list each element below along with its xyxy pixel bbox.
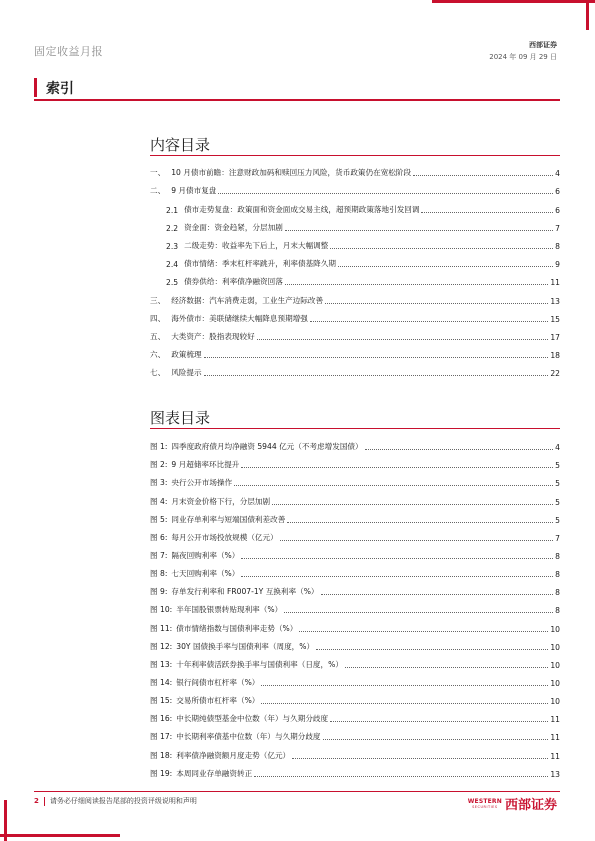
toc-item-number: 一、 <box>150 168 166 178</box>
dot-leader <box>287 522 553 523</box>
footer <box>34 796 197 806</box>
toc-item-text: 经济数据：汽车消费走弱，工业生产边际改善 <box>171 295 324 305</box>
header-brand: 西部证券 <box>529 41 557 49</box>
toc-item-number: 四、 <box>150 313 166 323</box>
dot-leader <box>257 339 549 340</box>
corner-decoration-top <box>432 0 595 3</box>
figure-item-text: 央行公开市场操作 <box>171 478 233 488</box>
figure-item-number: 图 3: <box>150 478 168 488</box>
toc-item-text: 10 月债市前瞻：注意财政加码和赎回压力风险，货币政策仍在宽松阶段 <box>171 168 412 178</box>
toc-item[interactable] <box>150 269 560 287</box>
figure-item[interactable] <box>150 488 560 506</box>
corner-decoration-right <box>586 0 589 30</box>
toc-item-text: 资金面：资金趋紧，分层加剧 <box>184 222 283 232</box>
dot-leader <box>330 248 553 249</box>
toc-item[interactable] <box>150 324 560 342</box>
figure-item[interactable] <box>150 742 560 760</box>
figure-item-page: 11 <box>550 751 560 761</box>
dot-leader <box>284 612 553 613</box>
figure-item-number: 图 5: <box>150 514 168 524</box>
toc-item-number: 六、 <box>150 350 166 360</box>
logo-english-sub: SECURITIES <box>472 805 498 809</box>
toc-item-text: 债市情绪：季末杠杆率跳升，利率债基降久期 <box>184 259 336 269</box>
figure-item-number: 图 11: <box>150 623 173 633</box>
logo-chinese: 西部证券 <box>504 798 557 813</box>
section-header <box>34 74 560 101</box>
report-type-label: 固定收益月报 <box>34 45 103 58</box>
logo-mark <box>468 798 502 809</box>
figure-item-page: 5 <box>555 479 560 489</box>
figure-item-text: 中长期纯债型基金中位数（年）与久期分歧度 <box>176 714 329 724</box>
dot-leader <box>285 284 549 285</box>
figure-item-text: 银行间债市杠杆率（%） <box>176 677 260 687</box>
figure-item-number: 图 15: <box>150 696 173 706</box>
figure-item-page: 8 <box>555 588 560 598</box>
figure-item[interactable] <box>150 615 560 633</box>
toc-item-number: 五、 <box>150 331 166 341</box>
dot-leader <box>285 230 553 231</box>
toc-item-page: 6 <box>555 187 560 197</box>
dot-leader <box>292 758 548 759</box>
figure-item[interactable] <box>150 470 560 488</box>
toc-item-text: 二级走势：收益率先下后上，月末大幅调整 <box>184 240 329 250</box>
dot-leader <box>204 357 549 358</box>
section-title: 索引 <box>46 81 74 97</box>
figure-item-number: 图 17: <box>150 732 173 742</box>
figure-item-text: 本周同业存单融资转正 <box>176 768 253 778</box>
dot-leader <box>241 467 553 468</box>
dot-leader <box>365 449 554 450</box>
dot-leader <box>218 193 553 194</box>
figure-item-number: 图 7: <box>150 550 168 560</box>
figures-list <box>150 434 560 779</box>
figure-item-text: 四季度政府债月均净融资 5944 亿元（不考虑增发国债） <box>171 442 363 452</box>
dot-leader <box>321 594 554 595</box>
figure-item[interactable] <box>150 434 560 452</box>
toc-item-number: 七、 <box>150 368 166 378</box>
figure-item-page: 13 <box>550 769 560 779</box>
figure-item-text: 十年利率债活跃券换手率与国债利率（日度，%） <box>176 659 343 669</box>
figure-item-number: 图 19: <box>150 768 173 778</box>
footer-rule <box>34 791 560 792</box>
toc-item-text: 债券供给：利率债净融资回落 <box>184 277 283 287</box>
contents-list <box>150 160 560 378</box>
figure-item-number: 图 16: <box>150 714 173 724</box>
toc-item-text: 大类资产：股指表现较好 <box>171 331 255 341</box>
figure-item-page: 5 <box>555 515 560 525</box>
figures-heading-rule <box>150 428 560 429</box>
toc-item[interactable] <box>150 360 560 378</box>
dot-leader <box>330 721 548 722</box>
dot-leader <box>325 303 548 304</box>
toc-item-text: 9 月债市复盘 <box>171 186 217 196</box>
figure-item-number: 图 10: <box>150 605 173 615</box>
toc-item[interactable] <box>150 287 560 305</box>
figure-item[interactable] <box>150 724 560 742</box>
toc-item-page: 18 <box>550 351 560 361</box>
figure-item-number: 图 13: <box>150 659 173 669</box>
toc-item-text: 风险提示 <box>171 368 202 378</box>
figure-item[interactable] <box>150 597 560 615</box>
figure-item-text: 存单发行利率和 FR007-1Y 互换利率（%） <box>171 587 319 597</box>
figure-item-number: 图 1: <box>150 442 168 452</box>
toc-item-page: 15 <box>550 314 560 324</box>
figure-item-page: 10 <box>550 642 560 652</box>
figures-heading: 图表目录 <box>150 409 211 427</box>
figure-item[interactable] <box>150 761 560 779</box>
toc-item-text: 债市走势复盘：政策面和资金面成交易主线，超预期政策落地引发回调 <box>184 204 420 214</box>
dot-leader <box>234 485 553 486</box>
figure-item-number: 图 2: <box>150 460 168 470</box>
figure-item-text: 七天回购利率（%） <box>171 569 240 579</box>
figure-item-text: 月末资金价格下行，分层加剧 <box>171 496 271 506</box>
figure-item-text: 半年国股银票转贴现利率（%） <box>176 605 283 615</box>
section-accent-bar <box>34 78 37 97</box>
toc-item-number: 2.2 <box>166 223 179 233</box>
corner-decoration-bottom <box>0 834 120 837</box>
figure-item-page: 5 <box>555 497 560 507</box>
toc-item-page: 11 <box>550 278 560 288</box>
toc-item-number: 三、 <box>150 295 166 305</box>
toc-item-number: 二、 <box>150 186 166 196</box>
figure-item[interactable] <box>150 652 560 670</box>
dot-leader <box>299 631 548 632</box>
figure-item-page: 8 <box>555 570 560 580</box>
dot-leader <box>261 703 548 704</box>
dot-leader <box>280 540 553 541</box>
figure-item[interactable] <box>150 706 560 724</box>
figure-item[interactable] <box>150 561 560 579</box>
figure-item-page: 10 <box>550 660 560 670</box>
figure-item-text: 中长期利率债基中位数（年）与久期分歧度 <box>176 732 321 742</box>
dot-leader <box>204 375 549 376</box>
figure-item-text: 债市情绪指数与国债利率走势（%） <box>176 623 298 633</box>
toc-item-page: 17 <box>550 332 560 342</box>
dot-leader <box>241 558 553 559</box>
toc-item-page: 7 <box>555 223 560 233</box>
figure-item[interactable] <box>150 543 560 561</box>
figure-item-text: 30Y 国债换手率与国债利率（周度，%） <box>176 641 315 651</box>
figure-item-page: 10 <box>550 678 560 688</box>
figure-item-page: 10 <box>550 697 560 707</box>
dot-leader <box>338 266 553 267</box>
figure-item-number: 图 8: <box>150 569 168 579</box>
toc-item[interactable] <box>150 178 560 196</box>
figure-item-text: 同业存单利率与短端国债利差改善 <box>171 514 286 524</box>
toc-item[interactable] <box>150 233 560 251</box>
figure-item[interactable] <box>150 525 560 543</box>
figure-item-page: 7 <box>555 533 560 543</box>
figure-item-page: 8 <box>555 606 560 616</box>
figure-item[interactable] <box>150 634 560 652</box>
figure-item-number: 图 9: <box>150 587 168 597</box>
dot-leader <box>421 212 553 213</box>
contents-heading-rule <box>150 155 560 156</box>
toc-item-page: 6 <box>555 205 560 215</box>
figure-item-text: 利率债净融资额月度走势（亿元） <box>176 750 291 760</box>
figure-item-number: 图 18: <box>150 750 173 760</box>
footer-separator <box>44 797 45 806</box>
toc-item[interactable] <box>150 215 560 233</box>
figure-item-page: 8 <box>555 551 560 561</box>
dot-leader <box>261 685 548 686</box>
toc-item[interactable] <box>150 306 560 324</box>
toc-item-page: 8 <box>555 241 560 251</box>
toc-item[interactable] <box>150 251 560 269</box>
dot-leader <box>323 739 549 740</box>
toc-item[interactable] <box>150 196 560 214</box>
figure-item-page: 4 <box>555 443 560 453</box>
figure-item[interactable] <box>150 452 560 470</box>
dot-leader <box>316 649 548 650</box>
toc-item-text: 政策梳理 <box>171 350 202 360</box>
dot-leader <box>413 175 553 176</box>
figure-item[interactable] <box>150 670 560 688</box>
figure-item[interactable] <box>150 579 560 597</box>
toc-item-page: 9 <box>555 260 560 270</box>
figure-item-page: 5 <box>555 461 560 471</box>
figure-item[interactable] <box>150 688 560 706</box>
toc-item-page: 22 <box>550 369 560 379</box>
figure-item-number: 图 4: <box>150 496 168 506</box>
figure-item-number: 图 14: <box>150 677 173 687</box>
dot-leader <box>241 576 553 577</box>
figure-item-page: 11 <box>550 733 560 743</box>
toc-item-number: 2.4 <box>166 260 179 270</box>
figure-item-number: 图 6: <box>150 532 168 542</box>
figure-item[interactable] <box>150 507 560 525</box>
dot-leader <box>272 504 553 505</box>
figure-item-text: 9 月超储率环比提升 <box>171 460 240 470</box>
company-logo <box>468 794 557 813</box>
figure-item-text: 交易所债市杠杆率（%） <box>176 696 260 706</box>
toc-item-page: 4 <box>555 169 560 179</box>
dot-leader <box>345 667 548 668</box>
toc-item-number: 2.5 <box>166 278 179 288</box>
dot-leader <box>254 776 548 777</box>
figure-item-number: 图 12: <box>150 641 173 651</box>
footer-disclaimer: 请务必仔细阅读报告尾部的投资评级说明和声明 <box>49 797 197 805</box>
toc-item[interactable] <box>150 342 560 360</box>
toc-item-number: 2.1 <box>166 205 179 215</box>
contents-heading: 内容目录 <box>150 136 211 154</box>
figure-item-text: 每月公开市场投放规模（亿元） <box>171 532 278 542</box>
figure-item-text: 隔夜回购利率（%） <box>171 550 240 560</box>
figure-item-page: 10 <box>550 624 560 634</box>
figure-item-page: 11 <box>550 715 560 725</box>
toc-item[interactable] <box>150 160 560 178</box>
report-date: 2024 年 09 月 29 日 <box>489 53 557 61</box>
dot-leader <box>310 321 548 322</box>
logo-english: WESTERN <box>467 798 502 805</box>
toc-item-text: 海外债市：美联储继续大幅降息预期增强 <box>171 313 308 323</box>
page-number: 2 <box>34 797 39 805</box>
toc-item-page: 13 <box>550 296 560 306</box>
toc-item-number: 2.3 <box>166 241 179 251</box>
